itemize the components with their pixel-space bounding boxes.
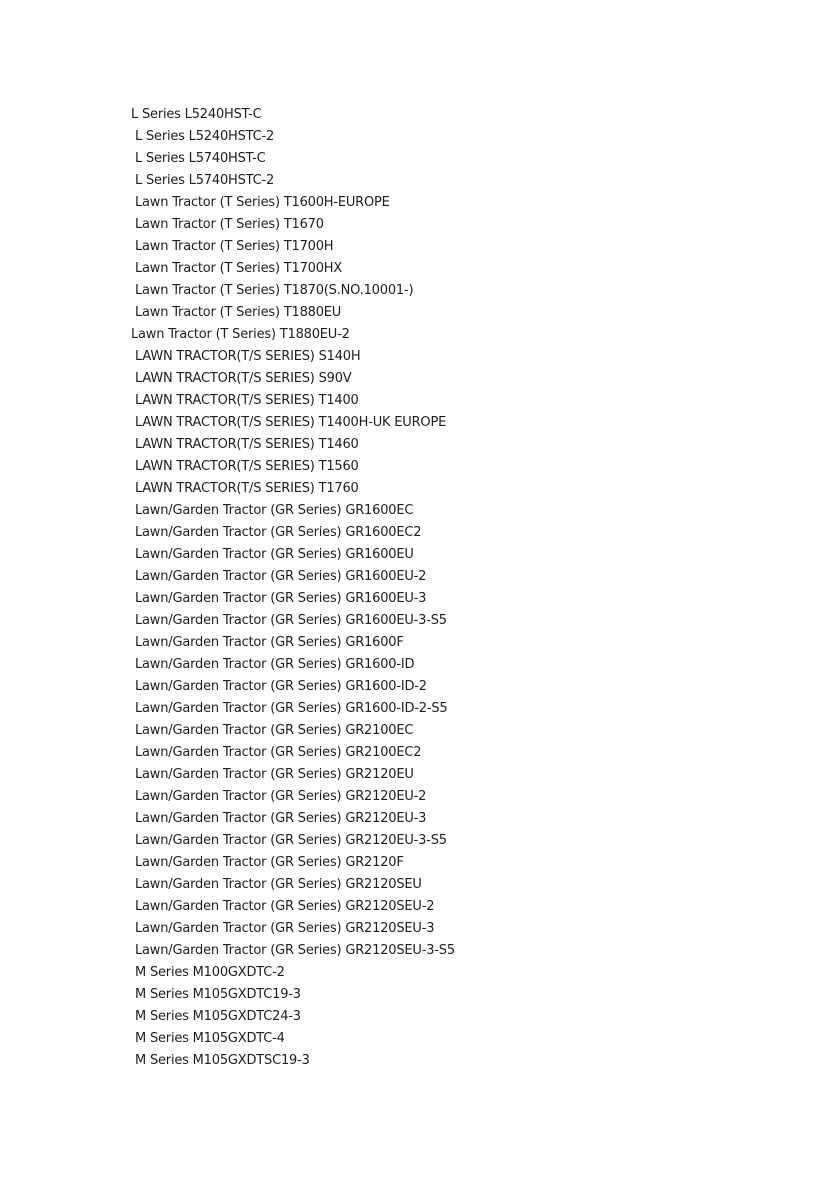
list-item: L Series L5740HST-C xyxy=(135,151,266,166)
list-item: Lawn/Garden Tractor (GR Series) GR1600EU xyxy=(135,547,414,562)
list-item: Lawn/Garden Tractor (GR Series) GR2120SEU-2 xyxy=(135,899,435,914)
list-item: Lawn/Garden Tractor (GR Series) GR1600EU-3 xyxy=(135,591,427,606)
list-item: Lawn Tractor (T Series) T1880EU xyxy=(135,305,342,320)
list-item: Lawn/Garden Tractor (GR Series) GR2120SEU-3 xyxy=(135,921,435,936)
list-item: M Series M105GXDTSC19-3 xyxy=(135,1053,310,1068)
list-item: Lawn/Garden Tractor (GR Series) GR2120EU-3-S5 xyxy=(135,833,447,848)
list-item: Lawn Tractor (T Series) T1600H-EUROPE xyxy=(135,195,390,210)
list-item: L Series L5740HSTC-2 xyxy=(135,173,275,188)
list-item: Lawn/Garden Tractor (GR Series) GR1600EU-3-S5 xyxy=(135,613,447,628)
list-item: LAWN TRACTOR(T/S SERIES) T1460 xyxy=(135,437,359,452)
list-item: Lawn Tractor (T Series) T1670 xyxy=(135,217,324,232)
list-item: L Series L5240HSTC-2 xyxy=(135,129,275,144)
list-item: Lawn/Garden Tractor (GR Series) GR2100EC2 xyxy=(135,745,422,760)
list-item: Lawn/Garden Tractor (GR Series) GR1600-ID-2 xyxy=(135,679,427,694)
list-item: Lawn Tractor (T Series) T1880EU-2 xyxy=(131,327,350,342)
list-item: M Series M100GXDTC-2 xyxy=(135,965,285,980)
list-item: LAWN TRACTOR(T/S SERIES) T1400H-UK EUROPE xyxy=(135,415,447,430)
list-item: M Series M105GXDTC24-3 xyxy=(135,1009,301,1024)
list-item: L Series L5240HST-C xyxy=(131,107,262,122)
list-item: Lawn/Garden Tractor (GR Series) GR1600F xyxy=(135,635,404,650)
list-item: Lawn Tractor (T Series) T1700H xyxy=(135,239,334,254)
model-list xyxy=(131,104,455,1072)
list-item: Lawn/Garden Tractor (GR Series) GR2120EU xyxy=(135,767,414,782)
list-item: Lawn/Garden Tractor (GR Series) GR1600EC2 xyxy=(135,525,422,540)
list-item: Lawn/Garden Tractor (GR Series) GR2120SEU-3-S5 xyxy=(135,943,455,958)
list-item: LAWN TRACTOR(T/S SERIES) S90V xyxy=(135,371,352,386)
list-item: Lawn/Garden Tractor (GR Series) GR2120EU-3 xyxy=(135,811,427,826)
list-item: Lawn/Garden Tractor (GR Series) GR2120EU-2 xyxy=(135,789,427,804)
list-item: M Series M105GXDTC-4 xyxy=(135,1031,285,1046)
list-item: Lawn Tractor (T Series) T1700HX xyxy=(135,261,343,276)
list-item: LAWN TRACTOR(T/S SERIES) T1560 xyxy=(135,459,359,474)
list-item: Lawn Tractor (T Series) T1870(S.NO.10001-) xyxy=(135,283,414,298)
list-item: Lawn/Garden Tractor (GR Series) GR1600-ID xyxy=(135,657,415,672)
list-item: LAWN TRACTOR(T/S SERIES) S140H xyxy=(135,349,361,364)
list-item: Lawn/Garden Tractor (GR Series) GR1600EU-2 xyxy=(135,569,427,584)
list-item: Lawn/Garden Tractor (GR Series) GR2120F xyxy=(135,855,404,870)
list-item: LAWN TRACTOR(T/S SERIES) T1400 xyxy=(135,393,359,408)
list-item: Lawn/Garden Tractor (GR Series) GR2120SEU xyxy=(135,877,422,892)
list-item: LAWN TRACTOR(T/S SERIES) T1760 xyxy=(135,481,359,496)
list-item: Lawn/Garden Tractor (GR Series) GR1600-ID-2-S5 xyxy=(135,701,448,716)
list-item: M Series M105GXDTC19-3 xyxy=(135,987,301,1002)
list-item: Lawn/Garden Tractor (GR Series) GR2100EC xyxy=(135,723,414,738)
list-item: Lawn/Garden Tractor (GR Series) GR1600EC xyxy=(135,503,414,518)
